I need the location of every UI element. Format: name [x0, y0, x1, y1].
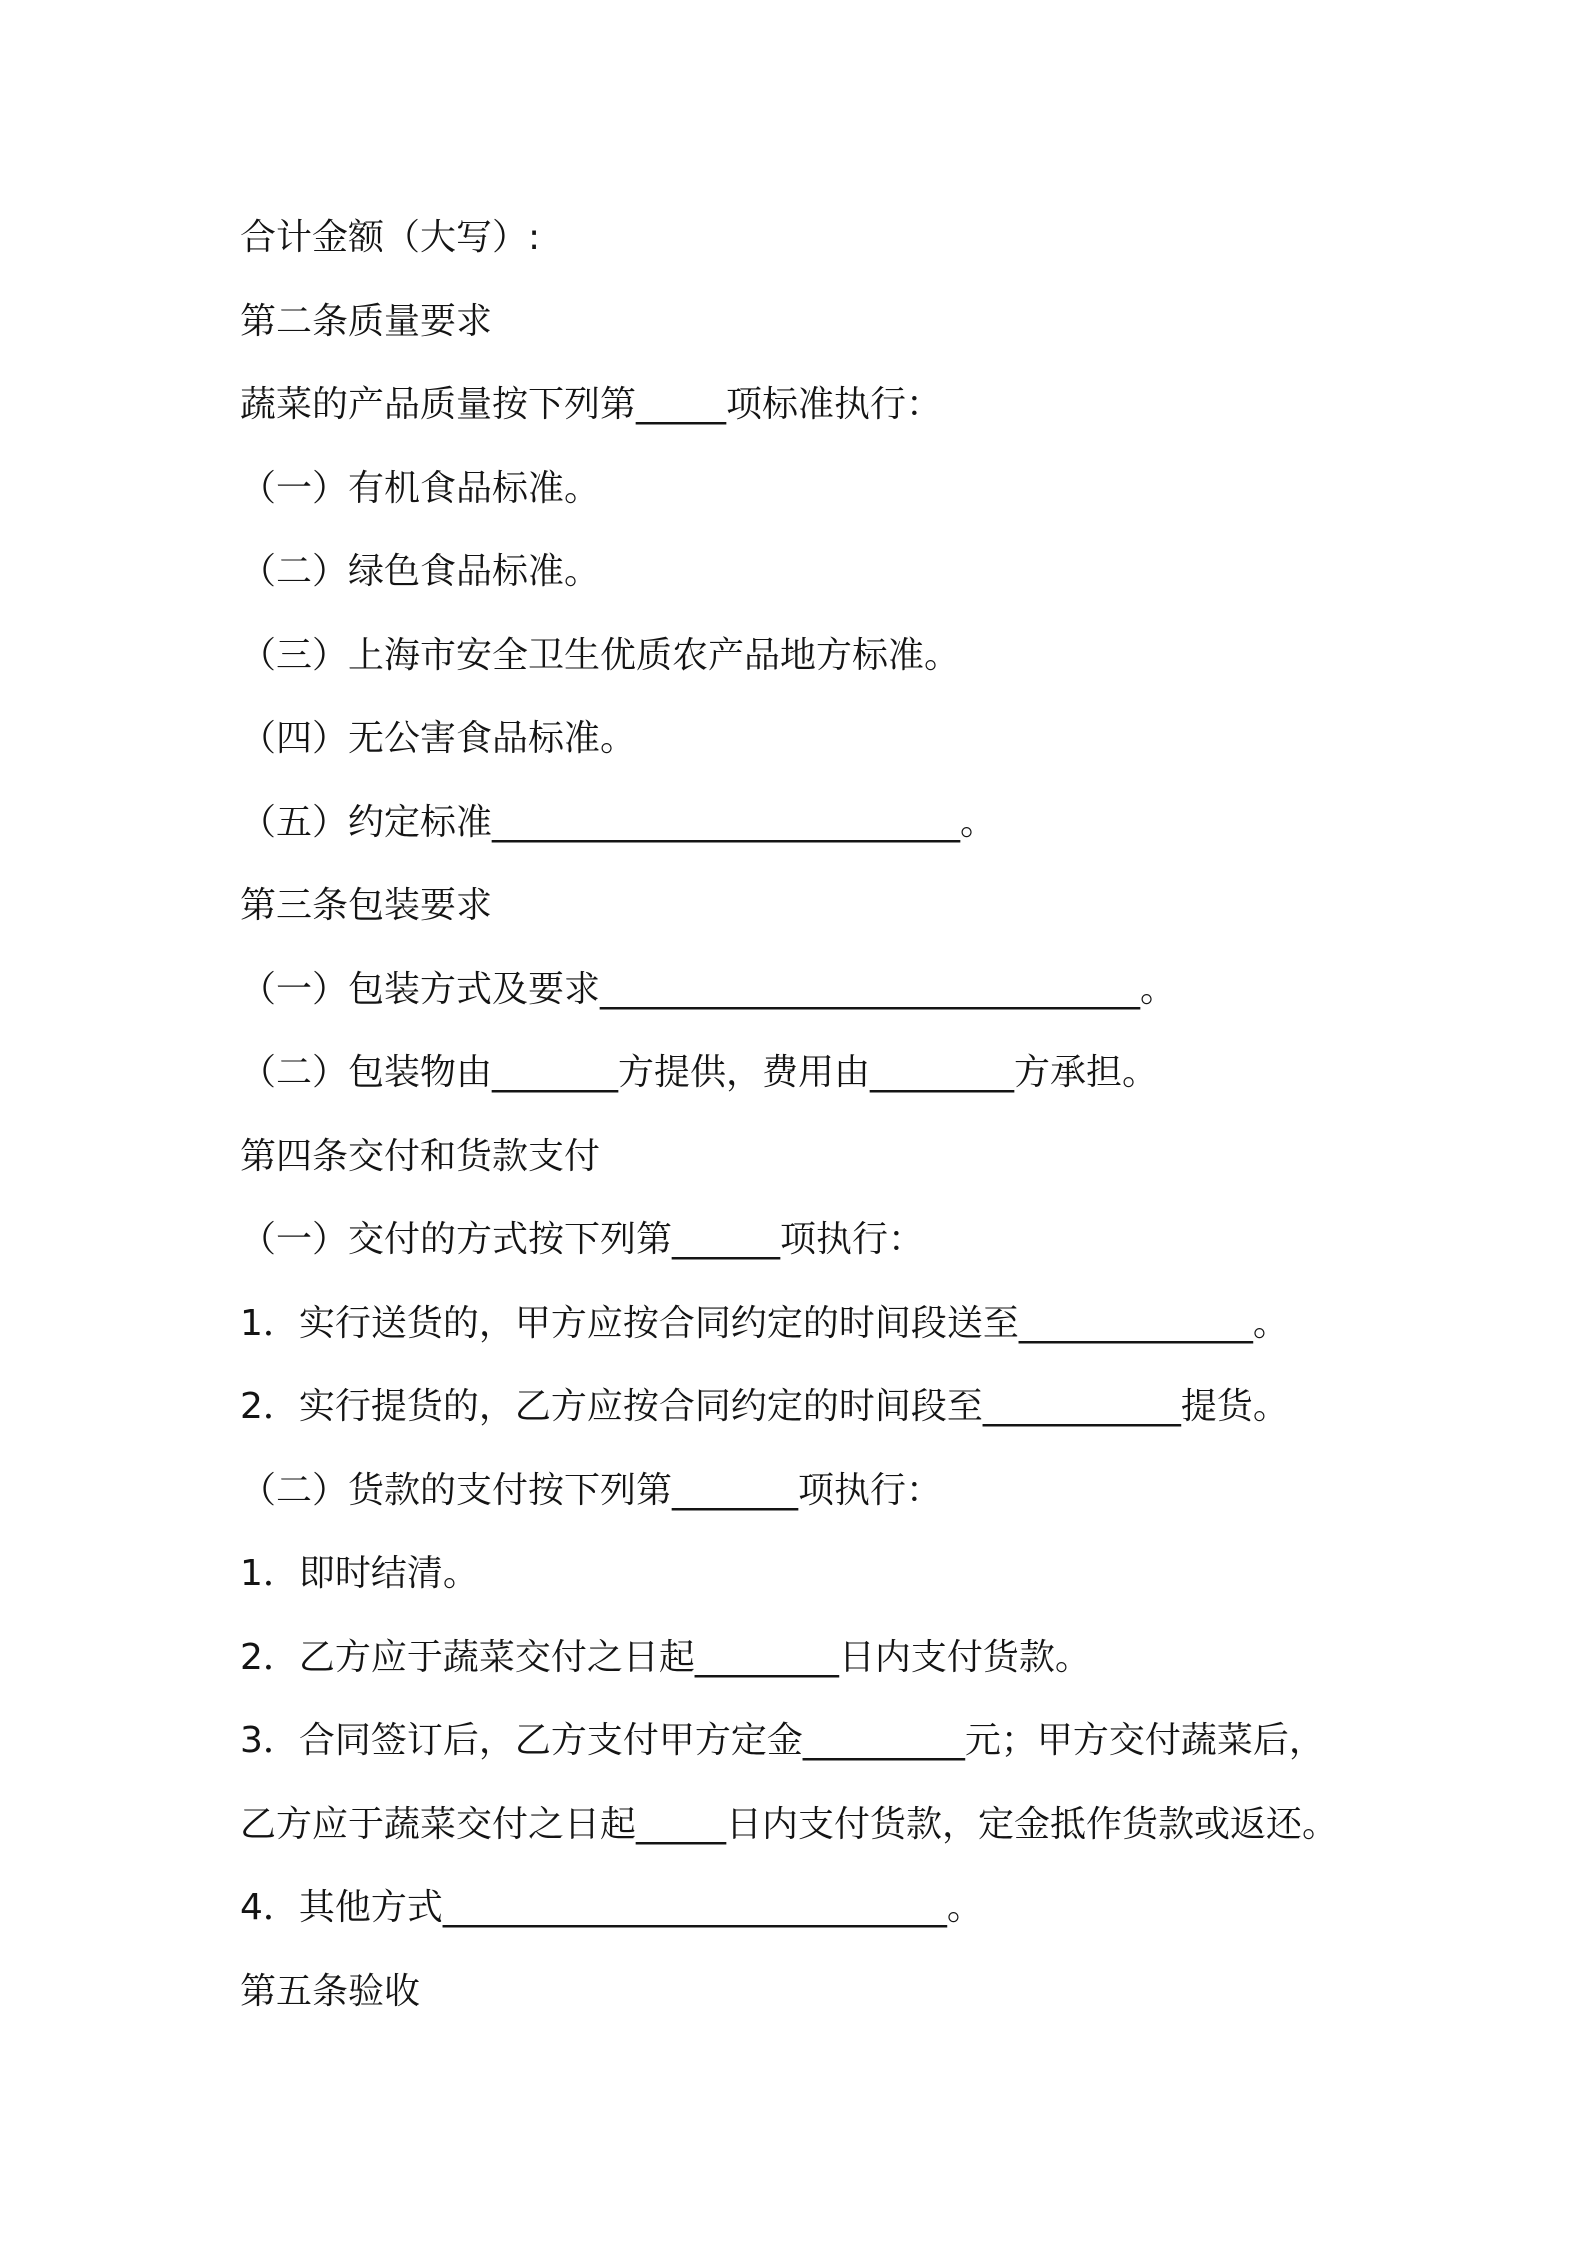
payment-option-1: 1．即时结清。: [240, 1553, 479, 1594]
quality-option-1: （一）有机食品标准。: [240, 467, 601, 509]
payment-method-intro: （二）货款的支付按下列第_______项执行：: [240, 1469, 943, 1511]
article-4-heading: 第四条交付和货款支付: [240, 1135, 601, 1177]
delivery-option-1: 1．实行送货的，甲方应按合同约定的时间段送至_____________。: [240, 1302, 1289, 1344]
delivery-option-2: 2．实行提货的，乙方应按合同约定的时间段至___________提货。: [240, 1386, 1289, 1427]
packaging-clause-2: （二）包装物由_______方提供，费用由________方承担。: [240, 1052, 1159, 1093]
total-amount-line: 合计金额（大写）:: [240, 217, 541, 258]
payment-option-2: 2．乙方应于蔬菜交付之日起________日内支付货款。: [240, 1636, 1091, 1678]
delivery-method-intro: （一）交付的方式按下列第______项执行：: [240, 1219, 925, 1260]
payment-option-3: 3．合同签订后，乙方支付甲方定金_________元；甲方交付蔬菜后，: [240, 1720, 1325, 1761]
quality-option-2: （二）绿色食品标准。: [240, 551, 601, 592]
quality-option-4: （四）无公害食品标准。: [240, 718, 637, 759]
packaging-clause-1: （一）包装方式及要求______________________________。: [240, 968, 1177, 1010]
quality-standard-intro: 蔬菜的产品质量按下列第_____项标准执行：: [240, 384, 943, 425]
contract-body: [240, 196, 1400, 2033]
payment-option-4: 4．其他方式____________________________。: [240, 1887, 983, 1928]
quality-option-3: （三）上海市安全卫生优质农产品地方标准。: [240, 634, 961, 676]
quality-option-5: （五）约定标准__________________________。: [240, 801, 997, 843]
article-2-heading: 第二条质量要求: [240, 300, 493, 342]
article-5-heading: 第五条验收: [240, 1970, 421, 2012]
payment-option-3-continued: 乙方应于蔬菜交付之日起_____日内支付货款，定金抵作货款或返还。: [240, 1803, 1339, 1845]
article-3-heading: 第三条包装要求: [240, 885, 493, 926]
